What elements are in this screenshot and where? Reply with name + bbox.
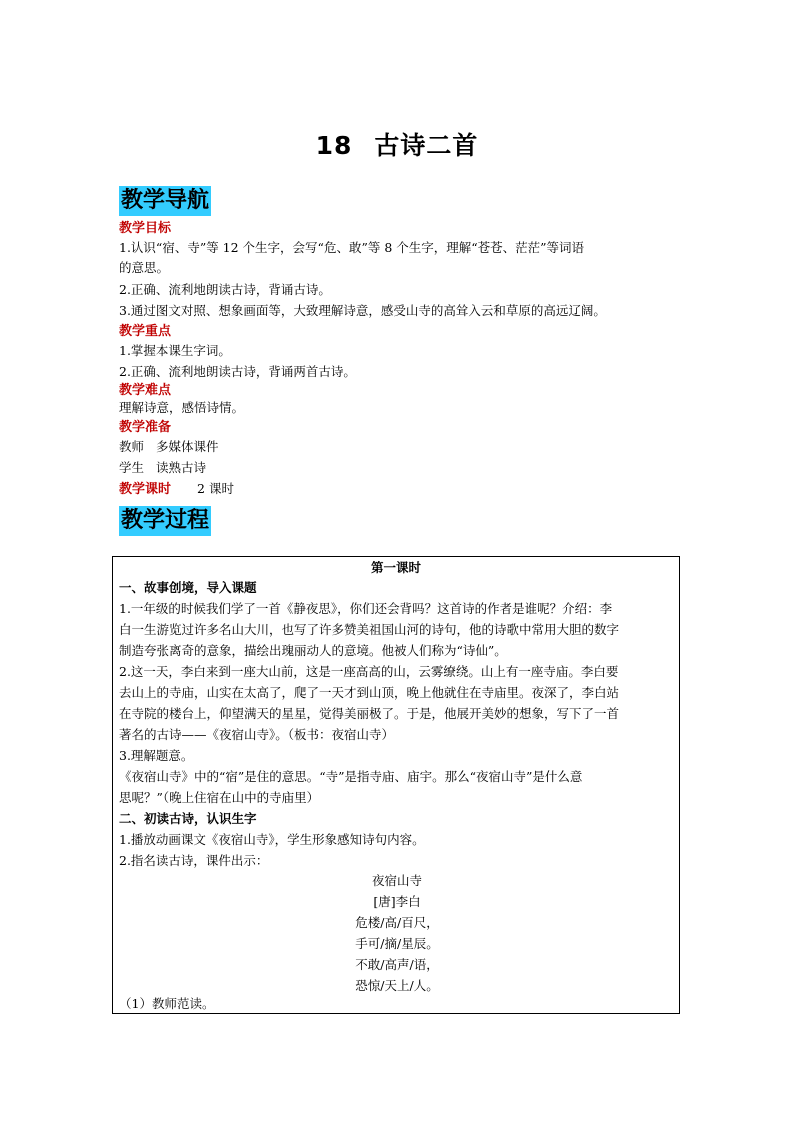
- body-line: 2.指名读古诗，课件出示：: [119, 853, 269, 868]
- poem-title: 夜宿山寺: [371, 873, 422, 888]
- key-point-line: 1.掌握本课生字词。: [119, 343, 231, 358]
- poem-line: 手可/摘/星辰。: [355, 936, 439, 951]
- lesson-box: [112, 556, 680, 1014]
- teaching-navigation-banner: 教学导航: [119, 186, 211, 216]
- lesson-header: 第一课时: [370, 560, 421, 575]
- goal-line: 2.正确、流利地朗读古诗，背诵古诗。: [119, 282, 331, 297]
- section-heading: 二、初读古诗，认识生字: [119, 811, 257, 826]
- body-line: 3.理解题意。: [119, 748, 194, 763]
- hours-row: 教学课时 2 课时: [119, 481, 234, 497]
- body-line: 思呢？”（晚上住宿在山中的寺庙里）: [119, 790, 320, 805]
- goal-line: 1.认识“宿、寺”等 12 个生字，会写“危、敢”等 8 个生字，理解“苍苍、茫茫”等词语: [119, 240, 585, 255]
- hours-value: 2 课时: [197, 481, 234, 496]
- poem-line: 危楼/高/百尺，: [355, 915, 439, 930]
- body-line: 《夜宿山寺》中的“宿”是住的意思。“寺”是指寺庙、庙宇。那么“夜宿山寺”是什么意: [119, 769, 583, 784]
- body-line: 在寺院的楼台上，仰望满天的星星，觉得美丽极了。于是，他展开美妙的想象，写下了一首: [119, 706, 620, 721]
- body-line: 白一生游览过许多名山大川，也写了许多赞美祖国山河的诗句，他的诗歌中常用大胆的数字: [119, 622, 620, 637]
- lesson-title: 古诗二首: [374, 131, 479, 160]
- poem-line: 恐惊/天上/人。: [355, 978, 439, 993]
- prep-item: 教师 多媒体课件: [119, 439, 219, 454]
- body-line: 1.播放动画课文《夜宿山寺》，学生形象感知诗句内容。: [119, 832, 425, 847]
- goal-line: 的意思。: [119, 260, 170, 275]
- poem-author: [唐]李白: [373, 894, 421, 909]
- section-heading: 一、故事创境，导入课题: [119, 580, 257, 595]
- teaching-process-banner: 教学过程: [119, 506, 211, 536]
- key-point-line: 2.正确、流利地朗读古诗，背诵两首古诗。: [119, 364, 356, 379]
- difficulty-text: 理解诗意，感悟诗情。: [119, 400, 245, 415]
- page-title: [0, 126, 794, 162]
- body-line: 2.这一天，李白来到一座大山前，这是一座高高的山，云雾缭绕。山上有一座寺庙。李白要: [119, 664, 619, 679]
- body-line: 1.一年级的时候我们学了一首《静夜思》，你们还会背吗？这首诗的作者是谁呢？介绍：李: [119, 601, 613, 616]
- key-points-heading: 教学重点: [119, 324, 172, 339]
- poem-line: 不敢/高声/语，: [355, 957, 439, 972]
- body-line: 著名的古诗——《夜宿山寺》。（板书：夜宿山寺）: [119, 727, 395, 742]
- prep-heading: 教学准备: [119, 420, 172, 435]
- body-line: 去山上的寺庙，山实在太高了，爬了一天才到山顶，晚上他就住在寺庙里。夜深了，李白站: [119, 685, 620, 700]
- goal-line: 3.通过图文对照、想象画面等，大致理解诗意，感受山寺的高耸入云和草原的高远辽阔。: [119, 303, 606, 318]
- difficulty-heading: 教学难点: [119, 383, 172, 398]
- prep-item: 学生 读熟古诗: [119, 460, 207, 475]
- goals-heading: 教学目标: [119, 221, 172, 236]
- body-line: 制造夸张离奇的意象，描绘出瑰丽动人的意境。他被人们称为“诗仙”。: [119, 643, 507, 658]
- body-line: （1）教师范读。: [119, 996, 215, 1011]
- lesson-number: 18: [315, 131, 353, 160]
